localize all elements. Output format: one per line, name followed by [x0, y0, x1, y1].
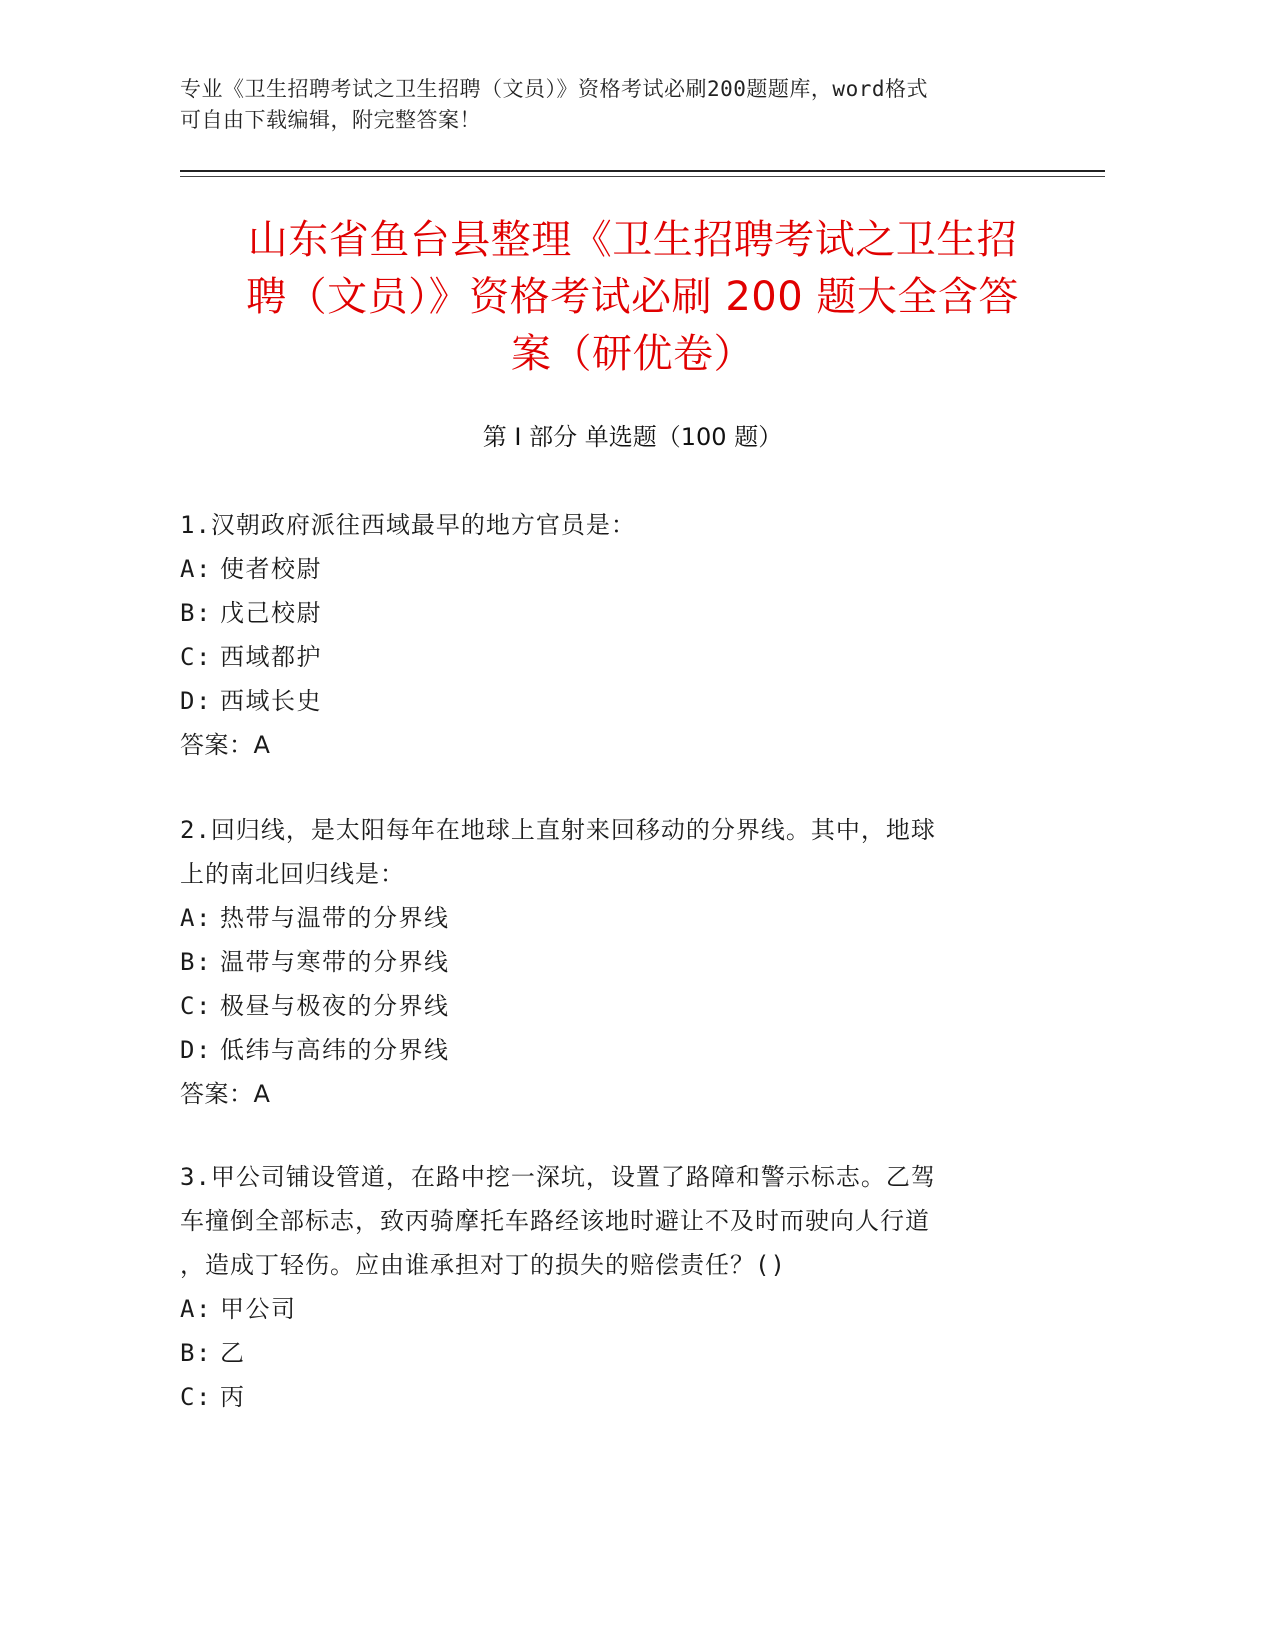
- option-d: [180, 1028, 1040, 1072]
- option-text: 热带与温带的分界线: [220, 904, 450, 932]
- option-text: 甲公司: [220, 1295, 297, 1323]
- option-letter: B:: [180, 1339, 212, 1367]
- question-1: [180, 503, 1040, 767]
- option-text: 丙: [220, 1383, 246, 1411]
- option-letter: C:: [180, 1383, 212, 1411]
- option-letter: C:: [180, 992, 212, 1020]
- header-divider-thick: [180, 170, 1105, 172]
- header-note-line: 专业《卫生招聘考试之卫生招聘（文员）》资格考试必刷200题题库，word格式: [180, 77, 928, 101]
- option-c: [180, 1375, 1040, 1419]
- option-a: [180, 1287, 1040, 1331]
- option-letter: A:: [180, 904, 212, 932]
- answer-line: 答案：A: [180, 731, 271, 759]
- option-b: [180, 940, 1040, 984]
- section-title: 第 I 部分 单选题（100 题）: [482, 423, 783, 451]
- option-c: [180, 984, 1040, 1028]
- option-a: [180, 896, 1040, 940]
- document-title-line: 案（研优卷）: [511, 331, 754, 377]
- option-letter: B:: [180, 948, 212, 976]
- option-text: 西域都护: [220, 643, 322, 671]
- option-b: [180, 591, 1040, 635]
- question-2: [180, 808, 1040, 1116]
- document-title: [180, 212, 1085, 383]
- option-letter: A:: [180, 1295, 212, 1323]
- answer-line: 答案：A: [180, 1080, 271, 1108]
- option-letter: D:: [180, 1036, 212, 1064]
- question-stem: ，造成丁轻伤。应由谁承担对丁的损失的赔偿责任？(): [180, 1251, 786, 1279]
- header-divider-thin: [180, 176, 1105, 177]
- question-stem: 1.汉朝政府派往西域最早的地方官员是：: [180, 511, 636, 539]
- option-text: 乙: [220, 1339, 246, 1367]
- question-stem: 3.甲公司铺设管道，在路中挖一深坑，设置了路障和警示标志。乙驾: [180, 1163, 936, 1191]
- question-stem: 上的南北回归线是：: [180, 860, 405, 888]
- document-title-line: 聘（文员）》资格考试必刷 200 题大全含答: [246, 274, 1019, 320]
- question-3: [180, 1155, 1040, 1419]
- option-letter: B:: [180, 599, 212, 627]
- option-text: 西域长史: [220, 687, 322, 715]
- option-text: 低纬与高纬的分界线: [220, 1036, 450, 1064]
- header-note: [180, 74, 1080, 136]
- option-b: [180, 1331, 1040, 1375]
- header-note-line: 可自由下载编辑，附完整答案！: [180, 108, 481, 132]
- question-stem: 2.回归线，是太阳每年在地球上直射来回移动的分界线。其中，地球: [180, 816, 936, 844]
- option-text: 温带与寒带的分界线: [220, 948, 450, 976]
- option-c: [180, 635, 1040, 679]
- option-letter: C:: [180, 643, 212, 671]
- option-a: [180, 547, 1040, 591]
- question-stem: 车撞倒全部标志，致丙骑摩托车路经该地时避让不及时而驶向人行道: [180, 1207, 930, 1235]
- option-text: 使者校尉: [220, 555, 322, 583]
- option-d: [180, 679, 1040, 723]
- option-text: 极昼与极夜的分界线: [220, 992, 450, 1020]
- document-title-line: 山东省鱼台县整理《卫生招聘考试之卫生招: [247, 217, 1018, 263]
- option-letter: D:: [180, 687, 212, 715]
- option-text: 戊己校尉: [220, 599, 322, 627]
- option-letter: A:: [180, 555, 212, 583]
